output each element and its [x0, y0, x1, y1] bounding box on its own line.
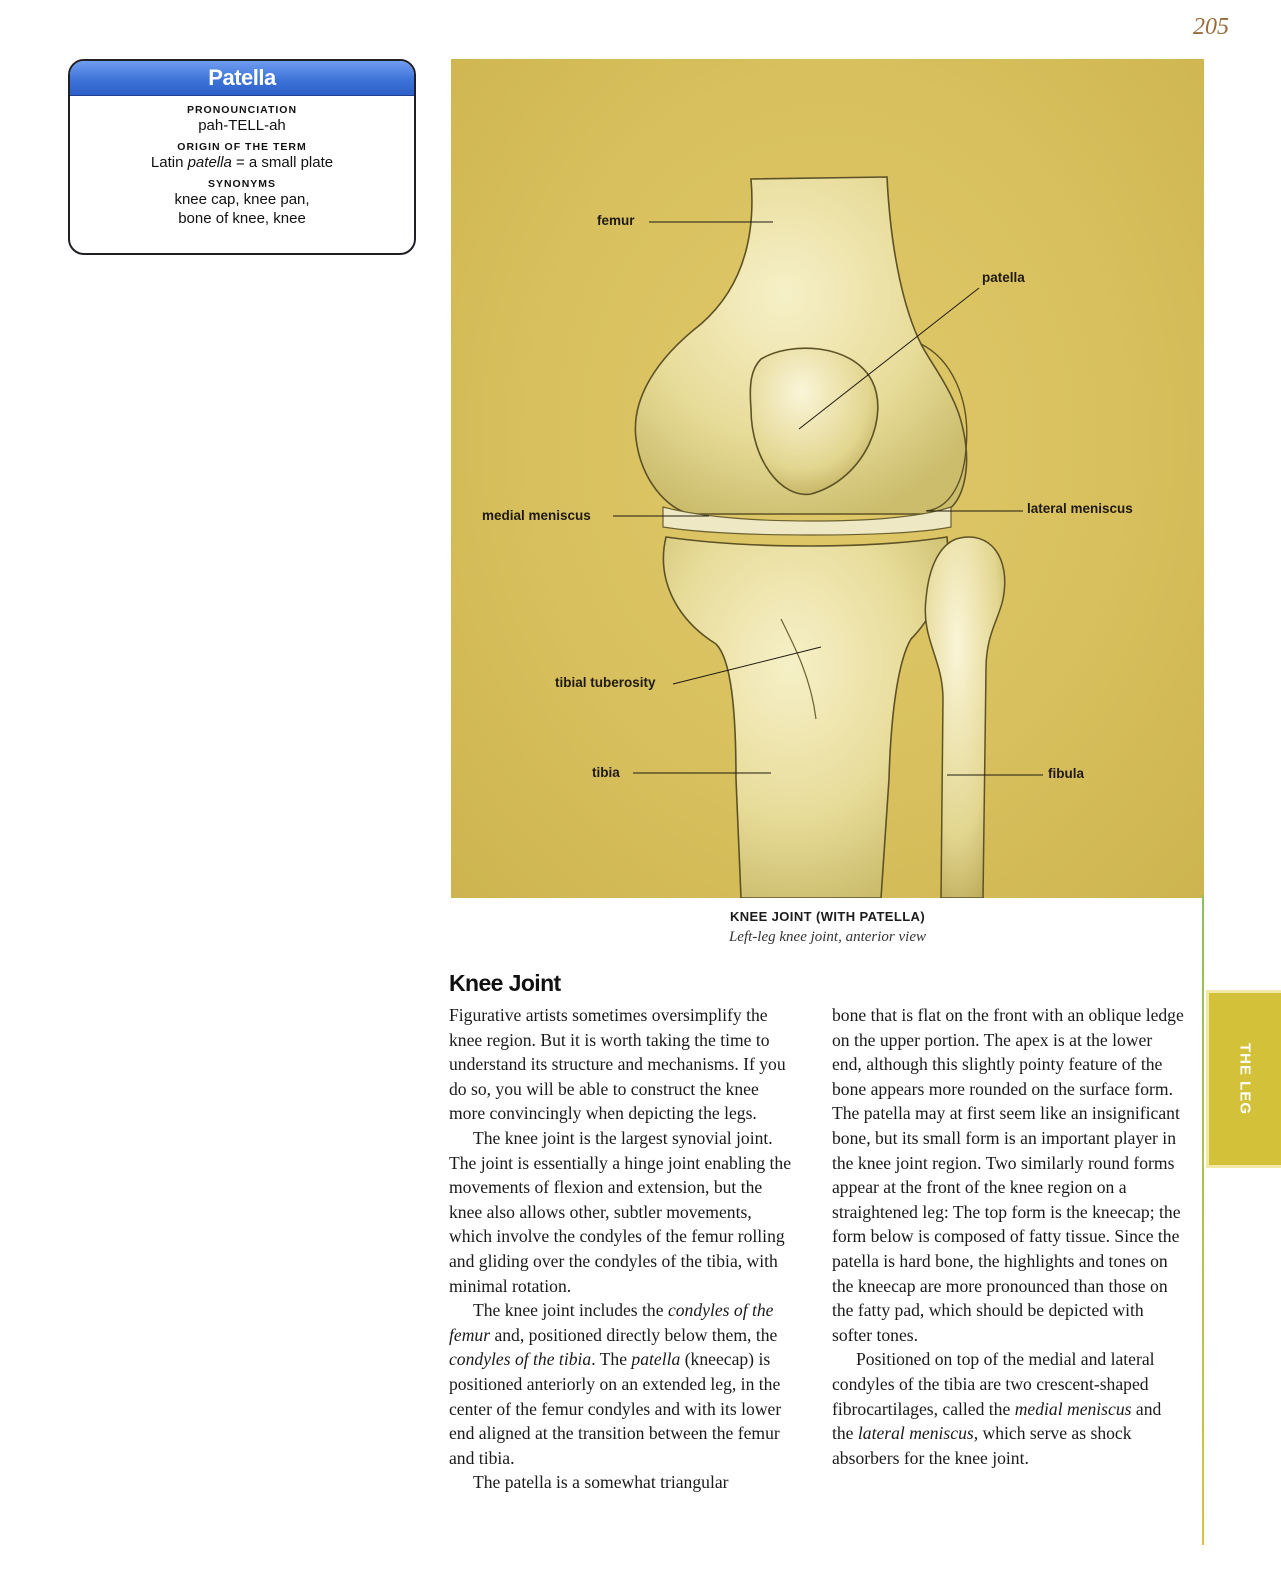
origin-suffix: = a small plate	[231, 154, 334, 171]
paragraph: bone that is flat on the front with an oblique ledge on the upper portion. The apex is at the lower end, although this slightly pointy feature of the bone appears more rounded on the surface form. The patella may at first seem like an insignificant bone, but its small form is an important player in the knee joint region. Two similarly round forms appear at the front of the knee region on a straightened leg: The top form is the kneecap; the form below is composed of fatty tissue. Since the patella is hard bone, the highlights and tones on the kneecap are more pronounced than those on the fatty pad, which should be depicted with softer tones.	[832, 1005, 1184, 1345]
knee-drawing	[451, 59, 1204, 898]
figure-caption-title: KNEE JOINT (WITH PATELLA)	[729, 909, 926, 924]
term-lateral-meniscus: lateral meniscus,	[857, 1423, 979, 1444]
tibia-shape	[663, 537, 947, 898]
text-run: which serve as shock absorbers for the knee joint.	[832, 1423, 1132, 1468]
term-card-body	[70, 96, 414, 228]
fibula-shape	[925, 537, 1004, 898]
text-run: Positioned on top of the medial and lateral condyles of the tibia are two crescent-shaped fibrocartilages, called the	[832, 1349, 1155, 1419]
article-column-left	[449, 1003, 794, 1495]
label-tibia: tibia	[592, 765, 620, 780]
side-rule	[1202, 895, 1204, 1545]
label-femur: femur	[597, 213, 635, 228]
label-medial-meniscus: medial meniscus	[482, 508, 591, 523]
synonyms-value	[70, 190, 414, 228]
paragraph	[832, 1347, 1184, 1470]
synonyms-line-2: bone of knee, knee	[178, 210, 306, 227]
label-tibial-tuberosity: tibial tuberosity	[555, 675, 656, 690]
origin-value	[70, 153, 414, 172]
synonyms-label: SYNONYMS	[207, 178, 277, 190]
knee-joint-illustration	[451, 59, 1204, 898]
paragraph: The patella is a somewhat triangular	[473, 1472, 729, 1493]
term-condyles-femur: condyles of the femur	[449, 1300, 774, 1345]
section-heading: Knee Joint	[449, 970, 561, 996]
figure-caption-subtitle: Left-leg knee joint, anterior view	[728, 929, 927, 945]
paragraph: The knee joint is the largest synovial joint. The joint is essentially a hinge joint enabling the movements of flexion and extension, but the knee also allows other, subtler movements, which involve the condyles of the femur rolling and gliding over the condyles of the tibia, with minimal rotation.	[449, 1127, 792, 1296]
text-run: (kneecap) is positioned anteriorly on an extended leg, in the center of the femur condyles and with its lower end aligned at the transition between the femur and tibia.	[449, 1349, 782, 1468]
label-fibula: fibula	[1048, 766, 1084, 781]
chapter-tab	[1206, 990, 1281, 1168]
term-card	[68, 59, 416, 255]
label-patella: patella	[982, 270, 1025, 285]
term-condyles-tibia: condyles of the tibia	[449, 1349, 592, 1370]
pronunciation-label: PRONOUNCIATION	[186, 104, 298, 116]
text-run: and, positioned directly below them, the	[490, 1324, 778, 1345]
term-patella: patella	[631, 1349, 681, 1370]
origin-prefix: Latin	[150, 154, 188, 171]
paragraph	[449, 1298, 794, 1470]
term-card-title: Patella	[70, 61, 414, 96]
text-run: and the	[832, 1398, 1162, 1444]
origin-term: patella	[187, 154, 232, 171]
text-run: . The	[591, 1349, 632, 1370]
chapter-tab-label: THE LEG	[1236, 1042, 1254, 1116]
origin-label: ORIGIN OF THE TERM	[177, 141, 307, 153]
article-column-right	[832, 1003, 1184, 1470]
synonyms-line-1: knee cap, knee pan,	[174, 191, 310, 208]
text-run: The knee joint includes the	[473, 1300, 668, 1321]
page-number: 205	[1193, 14, 1229, 40]
pronunciation-value: pah-TELL-ah	[198, 117, 286, 134]
label-lateral-meniscus: lateral meniscus	[1027, 501, 1133, 516]
paragraph: Figurative artists sometimes oversimplify the knee region. But it is worth taking the time to understand its structure and mechanisms. If you do so, you will be able to construct the knee more convincingly when depicting the legs.	[449, 1005, 786, 1124]
term-medial-meniscus: medial meniscus	[1014, 1398, 1132, 1419]
